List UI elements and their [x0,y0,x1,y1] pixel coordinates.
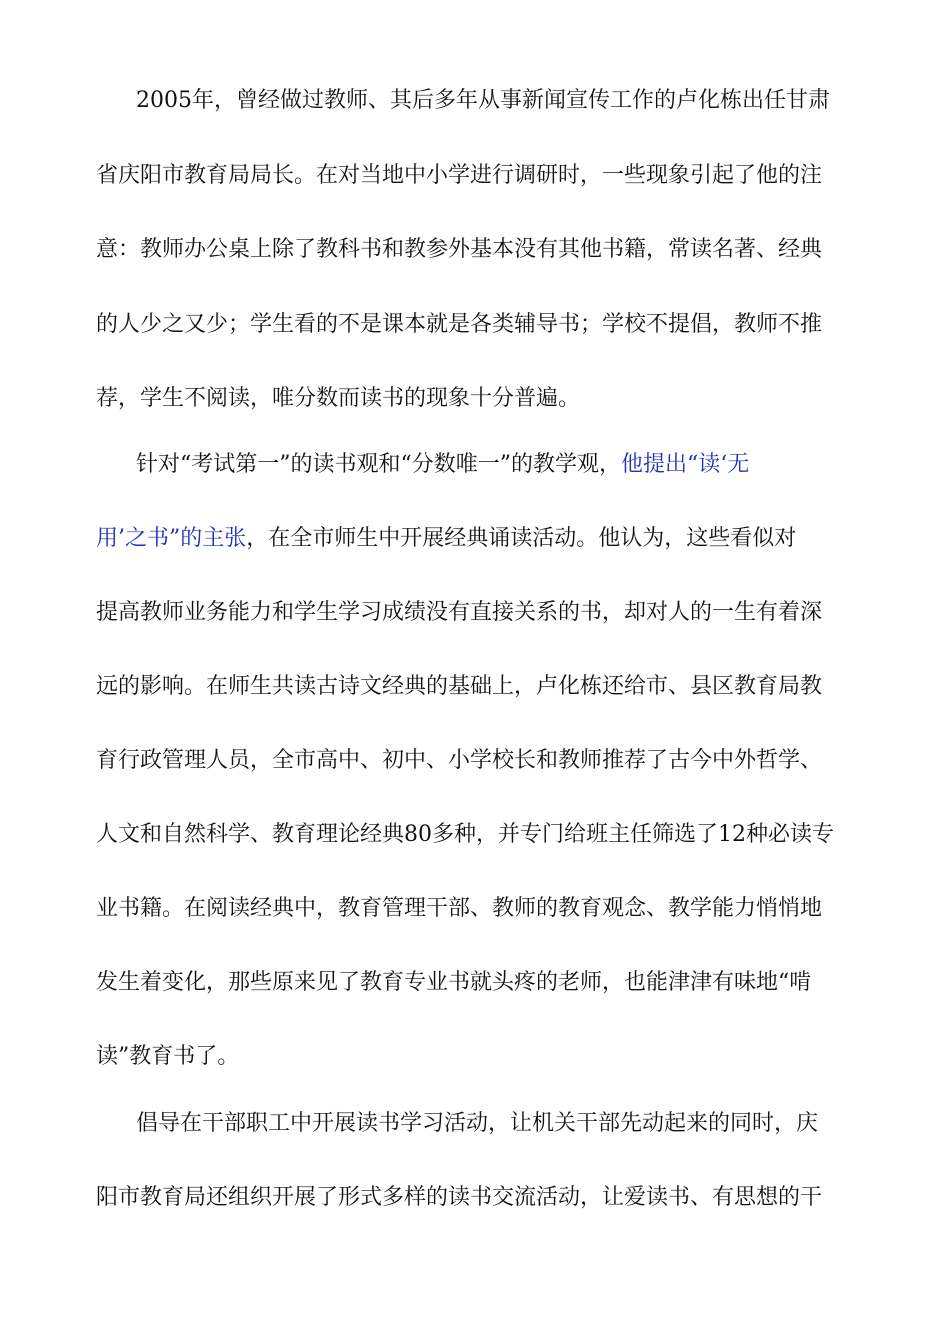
paragraph-2-line-6: 人文和自然科学、教育理论经典80多种，并专门给班主任筛选了12种必读专 [96,822,834,847]
paragraph-2-line-4: 远的影响。在师生共读古诗文经典的基础上，卢化栋还给市、县区教育局教 [96,674,823,699]
paragraph-1-line-4: 的人少之又少；学生看的不是课本就是各类辅导书；学校不提倡，教师不推 [96,312,823,337]
paragraph-2-line-7: 业书籍。在阅读经典中，教育管理干部、教师的教育观念、教学能力悄悄地 [96,896,823,921]
paragraph-2-line-1-text: 针对“考试第一”的读书观和“分数唯一”的教学观， [136,452,621,477]
paragraph-2-line-9: 读”教育书了。 [96,1044,240,1069]
paragraph-1-line-2: 省庆阳市教育局局长。在对当地中小学进行调研时，一些现象引起了他的注 [96,163,823,188]
paragraph-1-line-5: 荐，学生不阅读，唯分数而读书的现象十分普遍。 [96,386,581,411]
highlighted-link-text-part-1[interactable]: 他提出“读‘无 [621,452,750,477]
paragraph-2-line-1 [136,445,950,485]
paragraph-2-line-2 [96,519,950,559]
paragraph-3-line-1: 倡导在干部职工中开展读书学习活动，让机关干部先动起来的同时，庆 [136,1111,819,1136]
paragraph-1-line-3: 意：教师办公桌上除了教科书和教参外基本没有其他书籍，常读名著、经典 [96,237,823,262]
paragraph-1-line-1: 2005年，曾经做过教师、其后多年从事新闻宣传工作的卢化栋出任甘肃 [136,88,830,113]
highlighted-link-text-part-2[interactable]: 用’之书”的主张 [96,526,247,551]
paragraph-2-line-3: 提高教师业务能力和学生学习成绩没有直接关系的书，却对人的一生有着深 [96,600,823,625]
paragraph-2-line-5: 育行政管理人员，全市高中、初中、小学校长和教师推荐了古今中外哲学、 [96,748,823,773]
paragraph-2-line-2-text: ，在全市师生中开展经典诵读活动。他认为，这些看似对 [246,526,797,551]
paragraph-2-line-8: 发生着变化，那些原来见了教育专业书就头疼的老师，也能津津有味地“啃 [96,970,812,995]
paragraph-3-line-2: 阳市教育局还组织开展了形式多样的读书交流活动，让爱读书、有思想的干 [96,1185,823,1210]
